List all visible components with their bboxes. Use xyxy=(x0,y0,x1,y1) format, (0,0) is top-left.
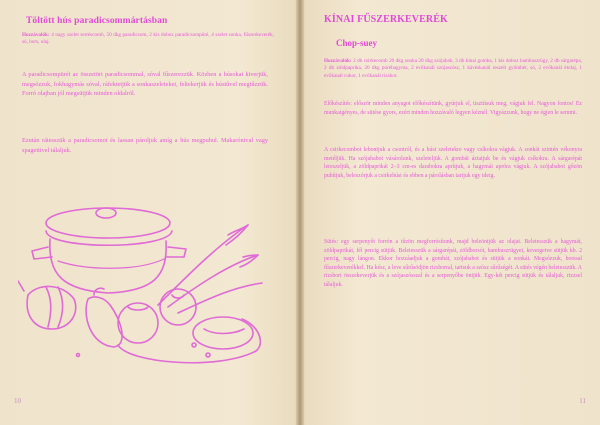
right-paragraph-1: Előkészítés: először minden anyagot előkészítünk, gyúrjuk el, tisztítsuk meg, vágjuk fel. Nagyon fontos! Ez munkaigényes, de sütése gyors, ezért minden hozzávaló legyen kéznél. Vigyázzunk, hogy ne égjen le semmi. xyxy=(324,101,582,116)
pot-with-vegetables-illustration xyxy=(18,195,268,375)
left-paragraph-1: A paradicsompürét az összetört paradicsommal, sóval fűszerezzük. Közben a húsokat kiverjük, megsózzuk, fokhagymás sóval, ráfektetjük a sonkaszeleteket, feltekerjük és hústűvel megtűzzük. Forró olajban jól megsütjük minden oldalról. xyxy=(22,71,268,98)
left-page xyxy=(0,0,298,425)
right-paragraph-3: Sütés: egy serpenyőt forrón a tűzön megforrósítunk, majd beleöntjük az olajat. Beletesszük a hagymát, zöldpaprikát, fél percig sütjük. Beletesszük a sárgarépát, zöldborsót, bambuszrügyet, kevergetve sütjük kb. 2 percig, nagy lángon. Ekkor hozzáadjuk a gombát, szójababot és sütjük a sonkát. Megsózzuk, borssal fűszerkeverékkel. Ha kész, a leve sűrűsödjön rizsborral, tartsuk a szósz sűrűségét. A sütés végén beletesszük. A rizsbort összekeverjük és a szójaszósszal és a serpenyőbe öntjük. Egy-két percig sütjük és tálaljuk, rizzsel tálaljuk. xyxy=(324,239,582,288)
left-ingredients-label: Hozzávalók: xyxy=(22,32,50,38)
right-paragraph-2: A csirkecombot lebontjuk a csontról, és a húst szeletekre vagy csíkokra vágjuk. A sonkát szintén vékonyra metéljük. Ha szójababot vásárolunk, szeleteljük. A gombát áztatjuk be és vágjuk csíkokra. A sárgarépát lereszeljük, a zöldpaprikát 2–3 cm-es darabokra aprítjuk, a hagymát apróra vágjuk. A szójababot gőzön puhítjuk, beleszórjuk a csirkehúst és ebben a párolásban tartjuk egy ideig. xyxy=(324,147,582,179)
right-page-subtitle: Chop-suey xyxy=(336,38,378,48)
right-ingredients-label: Hozzávalók: xyxy=(324,58,352,64)
right-page-number: 11 xyxy=(579,397,586,405)
right-page-title: KÍNAI FŰSZERKEVERÉK xyxy=(324,14,448,25)
left-ingredients xyxy=(22,32,274,47)
left-page-number: 10 xyxy=(14,397,21,405)
left-ingredients-text: 4 nagy szelet sertéscomb, 50 dkg paradicsom, 2 kis doboz paradicsompüré, 4 szelet sonka, fűszerkeverék, só, bors, olaj. xyxy=(22,32,275,46)
right-page xyxy=(302,0,600,425)
left-paragraph-2: Ezután rátesszük a paradicsomot és lassan pároljuk amíg a hús megpuhul. Makarónival vagy spagettivel tálaljuk. xyxy=(22,137,268,154)
right-ingredients xyxy=(324,58,582,80)
right-ingredients-text: 2 db csirkecomb 20 dkg sonka 20 dkg szójabab, 3 db kínai gomba, 1 kis doboz bambuszrügy, 2 db sárgarépa, 2 db zöldpaprika, 20 dkg póréhagyma, 2 evőkanál szójaszósz, 1 kávéskanál reszelt gyömbér, só, 2 evőkanál étolaj, 1 evőkanál cukor, 1 evőkanál rizsbor. xyxy=(324,58,583,79)
left-page-title: Töltött hús paradicsommártásban xyxy=(26,16,168,26)
